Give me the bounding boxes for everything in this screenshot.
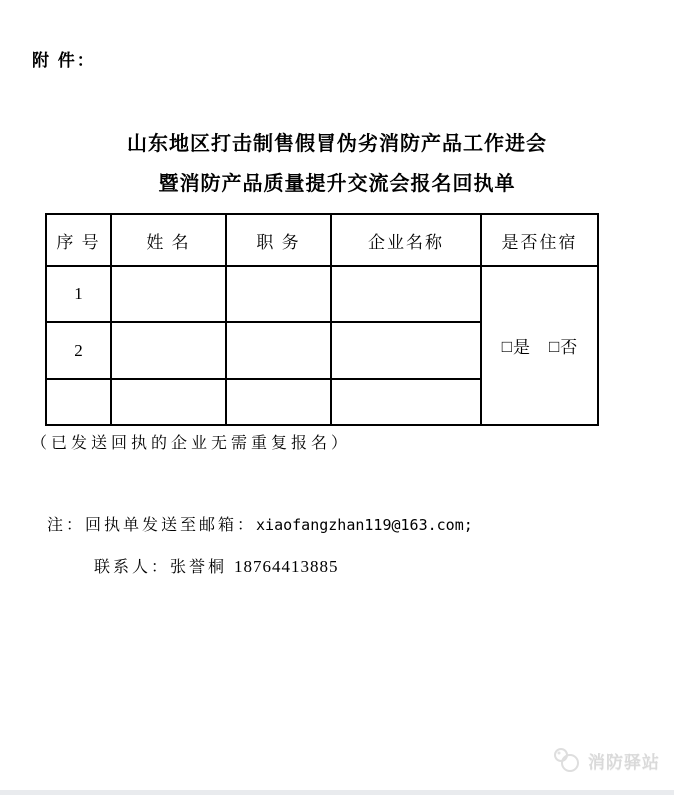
note-text: （已发送回执的企业无需重复报名） <box>31 435 352 452</box>
attachment-label: 附 件： <box>32 51 96 70</box>
form-title-line1: 山东地区打击制售假冒伪劣消防产品工作进会 <box>127 133 547 155</box>
cell-name-1 <box>111 266 226 322</box>
cell-company-3 <box>331 379 481 425</box>
accommodation-no-label: 否 <box>560 338 578 357</box>
column-header-position: 职 务 <box>226 214 331 266</box>
column-header-serial: 序 号 <box>46 214 111 266</box>
cell-name-3 <box>111 379 226 425</box>
cell-serial-1: 1 <box>46 266 111 322</box>
contact-name: 联系人：张誉桐 <box>94 559 228 576</box>
column-header-company: 企业名称 <box>331 214 481 266</box>
cell-company-2 <box>331 322 481 379</box>
table-header-row <box>46 214 598 266</box>
brand-watermark-text: 消防驿站 <box>588 752 660 772</box>
cell-position-3 <box>226 379 331 425</box>
brand-watermark <box>551 746 660 774</box>
page-bottom-divider <box>0 790 674 795</box>
accommodation-yes-label: 是 <box>513 338 530 357</box>
contact-phone: 18764413885 <box>234 557 339 576</box>
checkbox-unchecked-icon: □ <box>501 337 512 356</box>
cell-position-1 <box>226 266 331 322</box>
registration-table <box>45 213 599 426</box>
email-remark-line <box>47 512 473 535</box>
cell-company-1 <box>331 266 481 322</box>
cell-serial-3 <box>46 379 111 425</box>
email-remark-prefix: 注：回执单发送至邮箱： <box>47 517 257 534</box>
accommodation-cell <box>481 266 598 425</box>
accommodation-no-option[interactable] <box>549 333 577 358</box>
column-header-accommodation: 是否住宿 <box>481 214 598 266</box>
table-row-1 <box>46 266 598 322</box>
checkbox-unchecked-icon: □ <box>549 337 560 356</box>
accommodation-yes-option[interactable] <box>502 333 530 358</box>
cell-serial-2: 2 <box>46 322 111 379</box>
email-address: xiaofangzhan119@163.com; <box>256 516 473 534</box>
column-header-name: 姓 名 <box>111 214 226 266</box>
contact-line <box>94 554 339 577</box>
brand-logo-icon <box>551 746 583 774</box>
form-title <box>0 124 674 204</box>
cell-name-2 <box>111 322 226 379</box>
cell-position-2 <box>226 322 331 379</box>
form-title-line2: 暨消防产品质量提升交流会报名回执单 <box>158 173 516 195</box>
